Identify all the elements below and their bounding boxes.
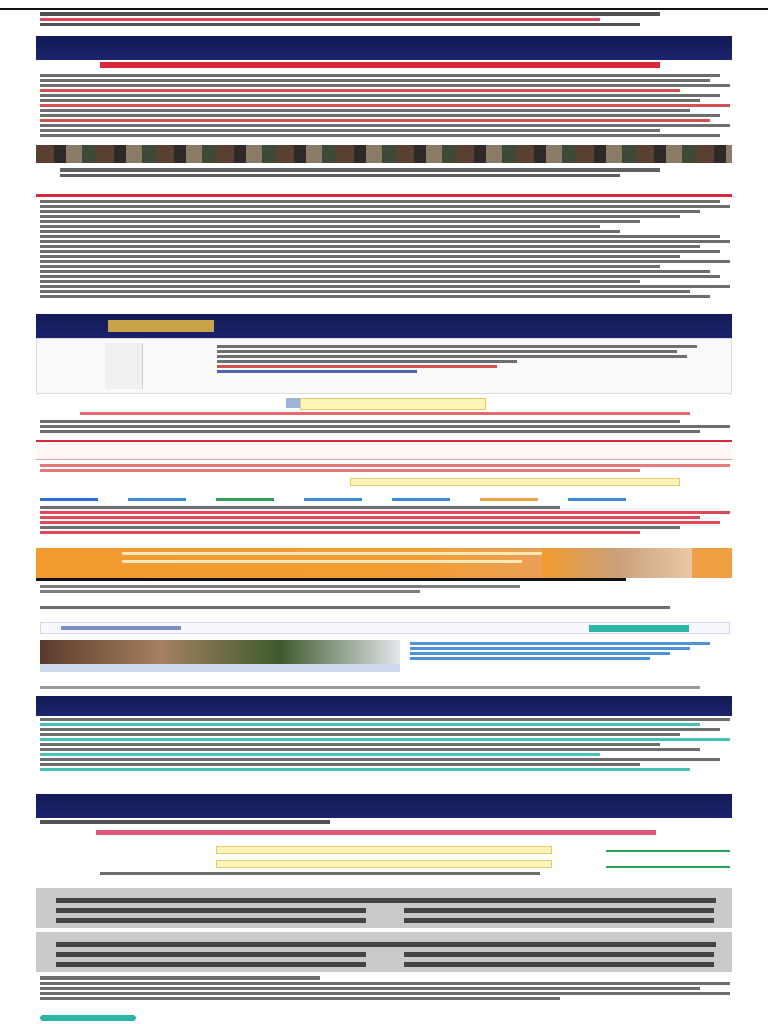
section-red-rule <box>36 194 732 197</box>
widget-row <box>56 908 366 913</box>
top-rule <box>0 8 768 10</box>
related-thumbnail-caption <box>40 664 400 672</box>
site-title-lines <box>40 12 700 26</box>
widget-row <box>56 898 716 903</box>
photo-strip-1 <box>36 145 732 163</box>
post-banner-text <box>40 585 730 593</box>
lower-yellow-box-2 <box>216 860 552 868</box>
tab-4[interactable] <box>304 498 362 501</box>
widget-row <box>404 918 714 923</box>
search-input-placeholder <box>61 626 181 630</box>
article-1-body <box>40 74 730 137</box>
comments-header-bar <box>36 696 732 716</box>
embedded-site-logo <box>108 320 214 332</box>
headline-red-rule <box>100 62 660 68</box>
tab-1[interactable] <box>40 498 98 501</box>
widget-row <box>56 942 716 947</box>
comments-body <box>40 718 730 771</box>
embedded-site-sidebar <box>105 343 143 389</box>
promo-banner-image <box>542 548 692 578</box>
tab-6[interactable] <box>480 498 538 501</box>
yellow-notice-box <box>300 398 486 410</box>
related-footnote <box>40 686 730 689</box>
embedded-site-body <box>36 338 732 394</box>
data-table <box>36 444 732 460</box>
lower-text-lines <box>100 872 560 875</box>
widget-row <box>404 962 714 967</box>
mid-body-text <box>40 420 730 433</box>
lower-pink-rule <box>96 830 656 835</box>
lower-green-rule-2 <box>606 866 730 868</box>
related-intro-text <box>40 606 730 609</box>
promo-banner-text-line <box>122 552 552 555</box>
search-input[interactable] <box>40 622 730 634</box>
tab-5[interactable] <box>392 498 450 501</box>
widget-panel-2 <box>36 932 732 972</box>
article-2-headline-lines <box>60 168 700 177</box>
lower-header-bar <box>36 794 732 818</box>
banner-underline <box>36 578 626 581</box>
widget-row <box>56 952 366 957</box>
widget-panel-1 <box>36 888 732 928</box>
header-bar <box>36 36 732 60</box>
promo-banner[interactable] <box>36 548 732 578</box>
lower-green-rule <box>606 850 730 852</box>
search-button[interactable] <box>589 625 689 632</box>
tab-7[interactable] <box>568 498 626 501</box>
tab-3[interactable] <box>216 498 274 501</box>
widget-row <box>404 908 714 913</box>
widget-row <box>56 962 366 967</box>
footer-text <box>40 976 730 1000</box>
yellow-link-strip <box>350 478 680 486</box>
tab-2[interactable] <box>128 498 186 501</box>
promo-banner-text-line <box>122 560 522 563</box>
widget-row <box>404 952 714 957</box>
related-links[interactable] <box>410 642 730 660</box>
embedded-site-rows <box>217 345 717 373</box>
lower-yellow-box <box>216 846 552 854</box>
notice-red-rule <box>80 412 690 415</box>
small-image-block <box>286 398 300 408</box>
widget-row <box>56 918 366 923</box>
embedded-site-header <box>36 314 732 338</box>
data-table-caption <box>40 464 730 472</box>
pre-banner-text <box>40 506 730 534</box>
footer-teal-button[interactable] <box>40 1015 136 1021</box>
lower-section-label <box>40 820 340 824</box>
tab-row[interactable] <box>40 498 626 501</box>
article-2-body <box>40 200 730 298</box>
table-red-rule <box>36 440 732 442</box>
